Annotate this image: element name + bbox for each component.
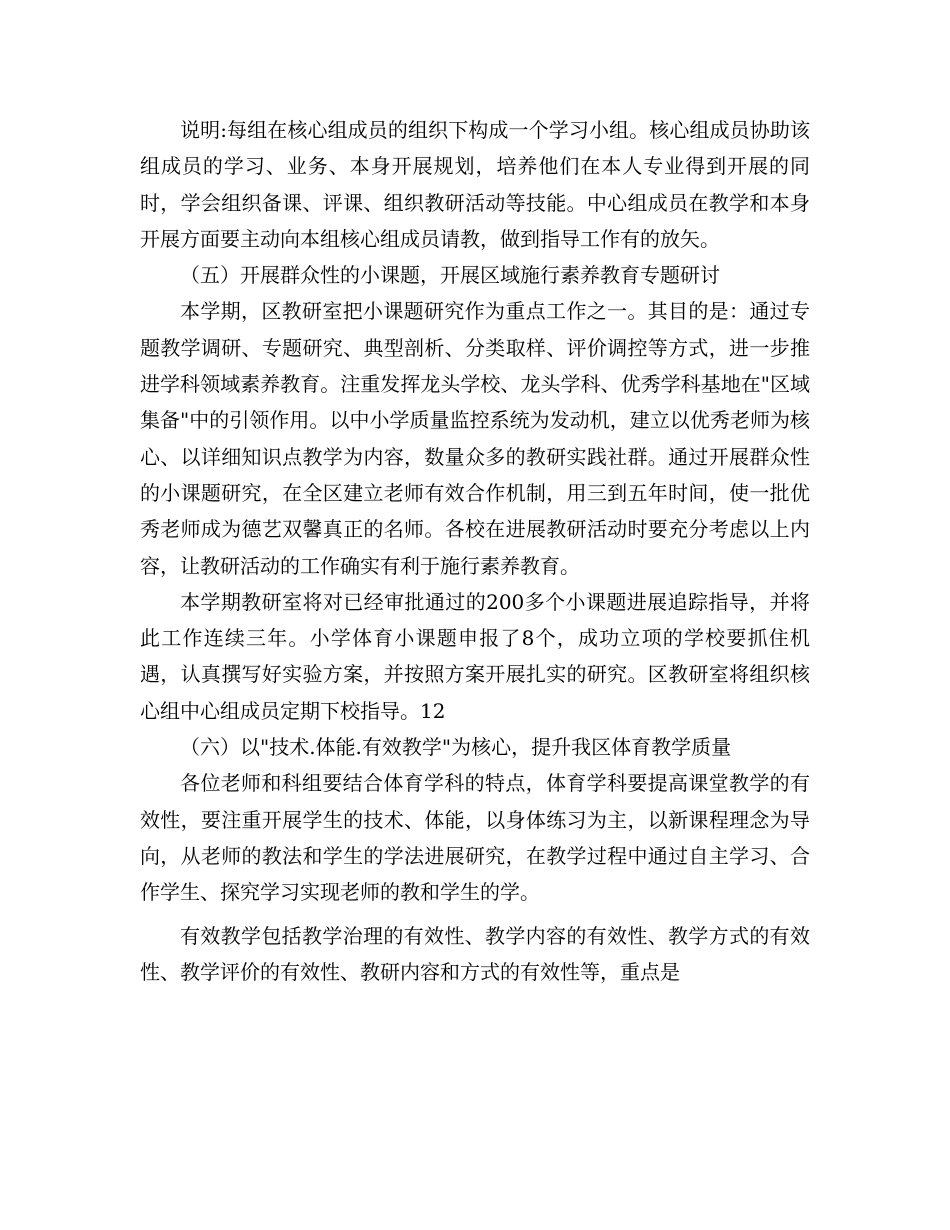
section-6-heading: （六）以"技术.体能.有效教学"为核心，提升我区体育教学质量 (180, 735, 732, 760)
section-6-paragraph-2: 有效教学包括教学治理的有效性、教学内容的有效性、教学方式的有效性、教学评价的有效性、教研内容和方式的有效性等，重点是 (140, 923, 810, 984)
section-5-paragraph-2: 本学期教研室将对已经审批通过的200多个小课题进展追踪指导，并将此工作连续三年。小学体育小课题申报了8个，成功立项的学校要抓住机遇，认真撰写好实验方案，并按照方案开展扎实的研究。区教研室将组织核心组中心组成员定期下校指导。12 (140, 589, 810, 723)
section-5-heading: （五）开展群众性的小课题，开展区域施行素养教育专题研讨 (180, 263, 720, 288)
note-paragraph: 说明:每组在核心组成员的组织下构成一个学习小组。核心组成员协助该组成员的学习、业务、本身开展规划，培养他们在本人专业得到开展的同时，学会组织备课、评课、组织教研活动等技能。中心组成员在教学和本身开展方面要主动向本组核心组成员请教，做到指导工作有的放矢。 (140, 118, 810, 251)
section-5-paragraph-1: 本学期，区教研室把小课题研究作为重点工作之一。其目的是：通过专题教学调研、专题研究、典型剖析、分类取样、评价调控等方式，进一步推进学科领域素养教育。注重发挥龙头学校、龙头学科、优秀学科基地在"区域集备"中的引领作用。以中小学质量监控系统为发动机，建立以优秀老师为核心、以详细知识点教学为内容，数量众多的教研实践社群。通过开展群众性的小课题研究，在全区建立老师有效合作机制，用三到五年时间，使一批优秀老师成为德艺双馨真正的名师。各校在进展教研活动时要充分考虑以上内容，让教研活动的工作确实有利于施行素养教育。 (140, 299, 810, 578)
section-6-paragraph-1: 各位老师和科组要结合体育学科的特点，体育学科要提高课堂教学的有效性，要注重开展学生的技术、体能，以身体练习为主，以新课程理念为导向，从老师的教法和学生的学法进展研究，在教学过程中通过自主学习、合作学生、探究学习实现老师的教和学生的学。 (140, 771, 810, 905)
document-body (140, 112, 810, 990)
